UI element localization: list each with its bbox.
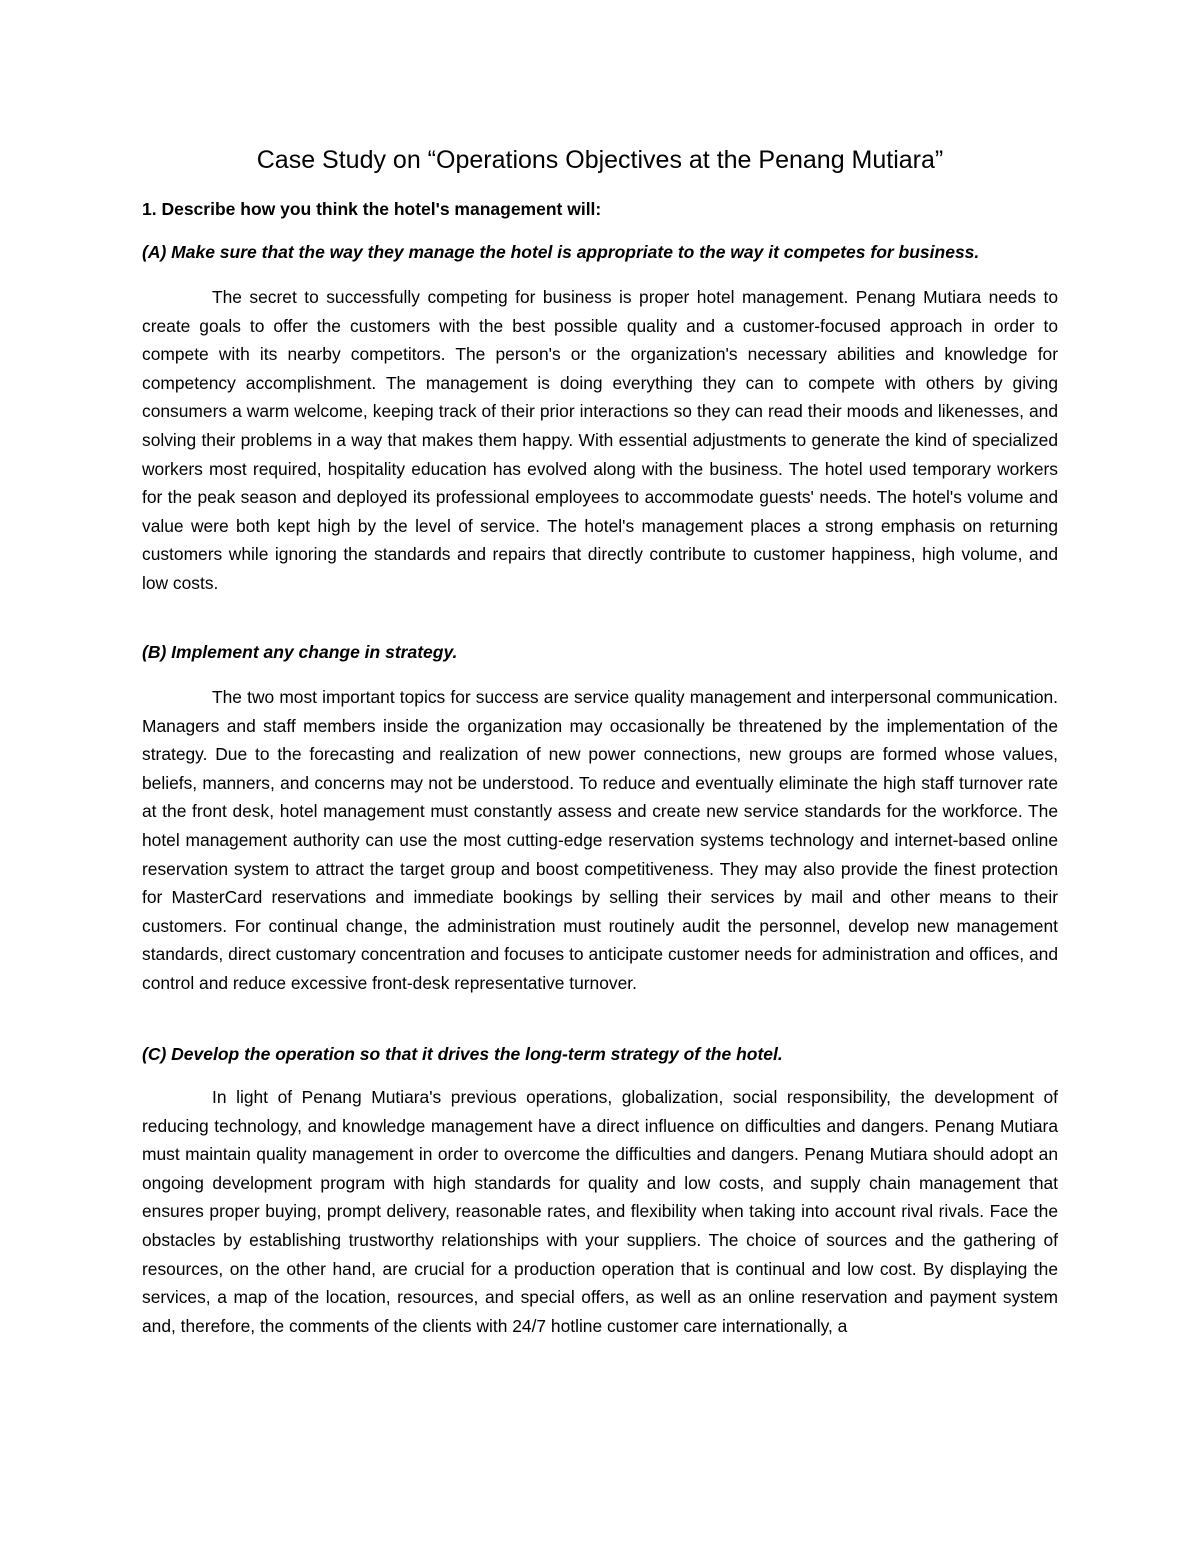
document-title: Case Study on “Operations Objectives at the Penang Mutiara”	[256, 146, 944, 174]
section-a-body: The secret to successfully competing for business is proper hotel management. Penang Mutiara needs to create goals to offer the customers with the best possible quality and a customer-focused approach in order to compete with its nearby competitors. The person's or the organization's necessary abilities and knowledge for competency accomplishment. The management is doing everything they can to compete with others by giving consumers a warm welcome, keeping track of their prior interactions so they can read their moods and likenesses, and solving their problems in a way that makes them happy. With essential adjustments to generate the kind of specialized workers most required, hospitality education has evolved along with the business. The hotel used temporary workers for the peak season and deployed its professional employees to accommodate guests' needs. The hotel's volume and value were both kept high by the level of service. The hotel's management places a strong emphasis on returning customers while ignoring the standards and repairs that directly contribute to customer happiness, high volume, and low costs.	[142, 287, 1058, 593]
section-b-body: The two most important topics for success are service quality management and interpersonal communication. Managers and staff members inside the organization may occasionally be threatened by the implementation of the strategy. Due to the forecasting and realization of new power connections, new groups are formed whose values, beliefs, manners, and concerns may not be understood. To reduce and eventually eliminate the high staff turnover rate at the front desk, hotel management must constantly assess and create new service standards for the workforce. The hotel management authority can use the most cutting-edge reservation systems technology and internet-based online reservation system to attract the target group and boost competitiveness. They may also provide the finest protection for MasterCard reservations and immediate bookings by selling their services by mail and other means to their customers. For continual change, the administration must routinely audit the personnel, develop new management standards, direct customary concentration and focuses to anticipate customer needs for administration and offices, and control and reduce excessive front-desk representative turnover.	[142, 687, 1058, 993]
section-b-heading: (B) Implement any change in strategy.	[142, 642, 458, 662]
question-heading: 1. Describe how you think the hotel's management will:	[142, 199, 602, 219]
section-c-body: In light of Penang Mutiara's previous operations, globalization, social responsibility, the development of reducing technology, and knowledge management have a direct influence on difficulties and dangers. Penang Mutiara must maintain quality management in order to overcome the difficulties and dangers. Penang Mutiara should adopt an ongoing development program with high standards for quality and low costs, and supply chain management that ensures proper buying, prompt delivery, reasonable rates, and flexibility when taking into account rival rivals. Face the obstacles by establishing trustworthy relationships with your suppliers. The choice of sources and the gathering of resources, on the other hand, are crucial for a production operation that is continual and low cost. By displaying the services, a map of the location, resources, and special offers, as well as an online reservation and payment system and, therefore, the comments of the clients with 24/7 hotline customer care internationally, a	[142, 1087, 1058, 1336]
section-c-heading: (C) Develop the operation so that it drives the long-term strategy of the hotel.	[142, 1044, 783, 1064]
section-a-heading: (A) Make sure that the way they manage the hotel is appropriate to the way it competes for business.	[142, 242, 980, 262]
